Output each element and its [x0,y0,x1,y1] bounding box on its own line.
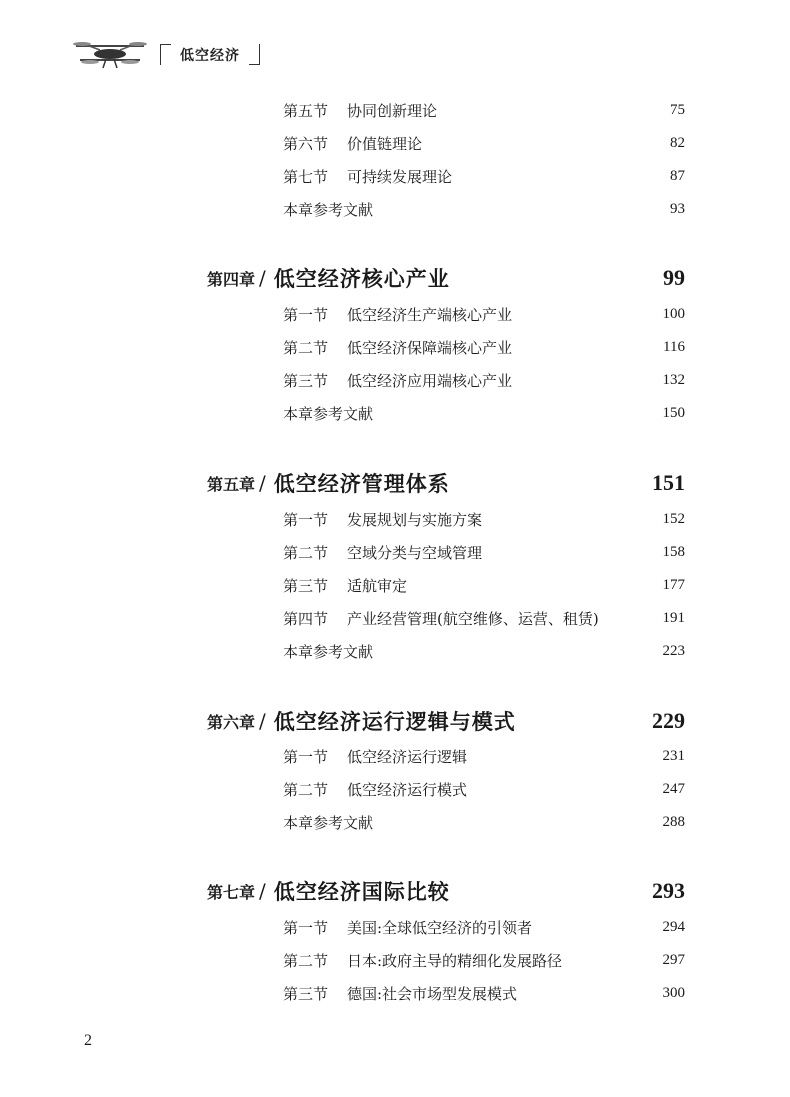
section-number: 第三节 [283,576,329,595]
section-number: 第一节 [283,305,329,324]
chapter-title: 低空经济国际比较 [273,880,450,904]
section-title: 美国:全球低空经济的引领者 [347,918,533,937]
section-page: 100 [662,305,685,322]
section-number: 第四节 [283,609,329,628]
section-page: 300 [662,984,685,1001]
section-number: 第六节 [283,134,329,153]
section-page: 177 [662,576,685,593]
toc-references-row[interactable] [283,402,685,424]
bracket-right [249,44,260,65]
section-number: 第一节 [283,747,329,766]
section-page: 288 [662,813,685,830]
section-title: 适航审定 [347,576,408,595]
chapter-slash: / [259,266,266,290]
section-page: 247 [662,780,685,797]
section-title: 本章参考文献 [283,404,374,423]
toc-section-row[interactable] [283,949,685,971]
section-title: 发展规划与实施方案 [347,510,483,529]
toc-references-row[interactable] [283,198,685,220]
toc-chapter-row[interactable] [207,874,685,908]
section-number: 第七节 [283,167,329,186]
chapter-number: 第四章 [207,269,256,289]
section-title: 产业经营管理(航空维修、运营、租赁) [347,609,599,628]
section-title: 空域分类与空域管理 [347,543,483,562]
section-number: 第二节 [283,338,329,357]
section-page: 82 [670,134,685,151]
drone-icon [70,32,150,72]
toc-section-row[interactable] [283,508,685,530]
chapter-slash: / [259,709,266,733]
chapter-page: 293 [652,878,685,903]
toc-section-row[interactable] [283,778,685,800]
chapter-number: 第六章 [207,712,256,732]
section-number: 第二节 [283,780,329,799]
section-number: 第三节 [283,984,329,1003]
header-title: 低空经济 [180,48,240,64]
toc-section-row[interactable] [283,165,685,187]
section-number: 第五节 [283,101,329,120]
chapter-page: 229 [652,708,685,733]
section-title: 低空经济运行模式 [347,780,468,799]
section-title: 低空经济运行逻辑 [347,747,468,766]
section-title: 价值链理论 [347,134,423,153]
section-page: 150 [662,404,685,421]
toc-references-row[interactable] [283,811,685,833]
bracket-left [160,44,171,65]
section-number: 第二节 [283,543,329,562]
section-title: 本章参考文献 [283,200,374,219]
page-number: 2 [84,1032,92,1049]
toc-section-row[interactable] [283,541,685,563]
toc-section-row[interactable] [283,132,685,154]
toc-section-row[interactable] [283,745,685,767]
toc-section-row[interactable] [283,916,685,938]
chapter-title: 低空经济运行逻辑与模式 [273,710,516,734]
toc-chapter-row[interactable] [207,261,685,295]
header-title-frame [160,44,260,66]
section-page: 294 [662,918,685,935]
toc-section-row[interactable] [283,574,685,596]
running-header [0,0,790,80]
section-title: 低空经济生产端核心产业 [347,305,513,324]
chapter-number: 第七章 [207,882,256,902]
toc-section-row[interactable] [283,303,685,325]
section-title: 低空经济保障端核心产业 [347,338,513,357]
section-page: 191 [662,609,685,626]
section-page: 116 [663,338,685,355]
section-title: 日本:政府主导的精细化发展路径 [347,951,563,970]
section-number: 第一节 [283,918,329,937]
chapter-slash: / [259,471,266,495]
section-page: 223 [662,642,685,659]
section-title: 本章参考文献 [283,813,374,832]
toc-section-row[interactable] [283,336,685,358]
section-number: 第三节 [283,371,329,390]
chapter-slash: / [259,879,266,903]
section-number: 第一节 [283,510,329,529]
section-page: 231 [662,747,685,764]
section-page: 132 [662,371,685,388]
toc-section-row[interactable] [283,99,685,121]
chapter-title: 低空经济核心产业 [273,267,450,291]
section-page: 158 [662,543,685,560]
chapter-page: 151 [652,470,685,495]
chapter-number: 第五章 [207,474,256,494]
toc-chapter-row[interactable] [207,704,685,738]
section-title: 德国:社会市场型发展模式 [347,984,518,1003]
section-title: 协同创新理论 [347,101,438,120]
toc-section-row[interactable] [283,369,685,391]
section-page: 152 [662,510,685,527]
section-title: 低空经济应用端核心产业 [347,371,513,390]
chapter-page: 99 [663,265,685,290]
section-page: 75 [670,101,685,118]
section-title: 可持续发展理论 [347,167,453,186]
section-page: 297 [662,951,685,968]
toc-references-row[interactable] [283,640,685,662]
toc-section-row[interactable] [283,982,685,1004]
section-number: 第二节 [283,951,329,970]
section-page: 93 [670,200,685,217]
chapter-title: 低空经济管理体系 [273,472,450,496]
section-page: 87 [670,167,685,184]
toc-chapter-row[interactable] [207,466,685,500]
section-title: 本章参考文献 [283,642,374,661]
toc-section-row[interactable] [283,607,685,629]
